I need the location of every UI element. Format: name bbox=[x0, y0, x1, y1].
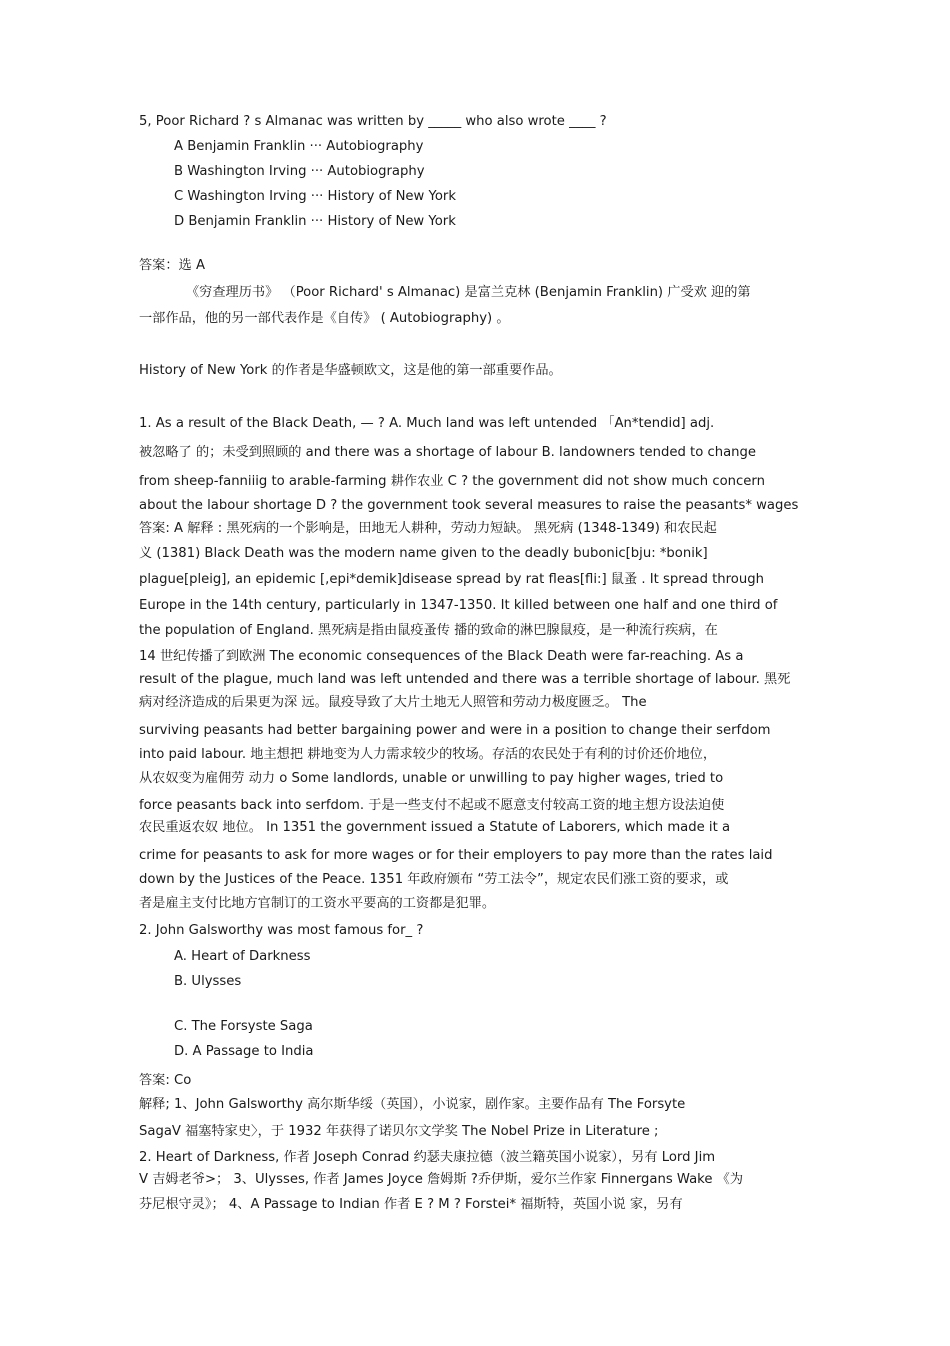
q2-explanation-line: 2. Heart of Darkness, 作者 Joseph Conrad 约瑟夫康拉德（波兰籍英国小说家），另有 Lord Jim bbox=[139, 1150, 716, 1165]
q2-question: 2. John Galsworthy was most famous for_ ? bbox=[139, 923, 424, 938]
q2-option-a: A. Heart of Darkness bbox=[174, 949, 311, 964]
q5-explanation-line: 一部作品，他的另一部代表作是《自传》 ( Autobiography) 。 bbox=[139, 311, 510, 326]
q2-option-d: D. A Passage to India bbox=[174, 1044, 314, 1059]
q1-line: down by the Justices of the Peace. 1351 年政府颁布 “劳工法令”，规定农民们涨工资的要求，或 bbox=[139, 872, 729, 887]
q1-line: 被忽略了 的；未受到照顾的 and there was a shortage of labour B. landowners tended to change bbox=[139, 445, 756, 460]
q1-line: force peasants back into serfdom. 于是一些支付不起或不愿意支付较高工资的地主想方设法迫使 bbox=[139, 798, 725, 813]
q1-line: plague[pleig], an epidemic [,epi*demik]disease spread by rat fleas[fli:] 鼠蚤 . It spread through bbox=[139, 572, 764, 587]
q1-line: 病对经济造成的后果更为深 远。鼠疫导致了大片土地无人照管和劳动力极度匮乏。 The bbox=[139, 695, 647, 710]
q5-explanation-line: History of New York 的作者是华盛顿欧文，这是他的第一部重要作品。 bbox=[139, 363, 562, 378]
q5-answer: 答案：选 A bbox=[139, 258, 205, 273]
q1-line: 从农奴变为雇佣劳 动力 o Some landlords, unable or unwilling to pay higher wages, tried to bbox=[139, 771, 724, 786]
q1-line: crime for peasants to ask for more wages or for their employers to pay more than the rates laid bbox=[139, 848, 773, 863]
q1-line: the population of England. 黑死病是指由鼠疫蚤传 播的致命的淋巴腺鼠疫，是一种流行疾病，在 bbox=[139, 623, 718, 638]
q2-explanation-line: 解释; 1、John Galsworthy 高尔斯华绥（英国），小说家，剧作家。主要作品有 The Forsyte bbox=[139, 1097, 686, 1112]
q1-line: about the labour shortage D ? the government took several measures to raise the peasants* wages bbox=[139, 498, 799, 513]
q1-line: 14 世纪传播了到欧洲 The economic consequences of the Black Death were far-reaching. As a bbox=[139, 649, 744, 664]
q1-line: 1. As a result of the Black Death, — ? A. Much land was left untended 「An*tendid] adj. bbox=[139, 416, 715, 431]
q1-line: from sheep-fanniiig to arable-farming 耕作农业 C ? the government did not show much concern bbox=[139, 474, 765, 489]
q2-explanation-line: 芬尼根守灵》； 4、A Passage to Indian 作者 E ? M ? Forstei* 福斯特，英国小说 家，另有 bbox=[139, 1197, 683, 1212]
q5-question: 5, Poor Richard ? s Almanac was written by _____ who also wrote ____ ? bbox=[139, 114, 607, 129]
q2-option-b: B. Ulysses bbox=[174, 974, 242, 989]
q5-option-b: B Washington Irving ··· Autobiography bbox=[174, 164, 425, 179]
q1-answer-line: 答案: A 解释 : 黑死病的一个影响是，田地无人耕种，劳动力短缺。 黑死病 (1348-1349) 和农民起 bbox=[139, 521, 717, 536]
q1-line: 义 (1381) Black Death was the modern name given to the deadly bubonic[bju: *bonik] bbox=[139, 546, 708, 561]
q5-option-c: C Washington Irving ··· History of New York bbox=[174, 189, 456, 204]
q1-line: Europe in the 14th century, particularly in 1347-1350. It killed between one half and one third of bbox=[139, 598, 778, 613]
q2-option-c: C. The Forsyste Saga bbox=[174, 1019, 313, 1034]
q2-explanation-line: SagaV 福塞特家史〉，于 1932 年获得了诺贝尔文学奖 The Nobel Prize in Literature ; bbox=[139, 1124, 659, 1139]
q2-explanation-line: V 吉姆老爷>； 3、Ulysses, 作者 James Joyce 詹姆斯 ?乔伊斯，爱尔兰作家 Finnergans Wake 《为 bbox=[139, 1172, 744, 1187]
q5-option-a: A Benjamin Franklin ··· Autobiography bbox=[174, 139, 424, 154]
q5-option-d: D Benjamin Franklin ··· History of New York bbox=[174, 214, 456, 229]
q5-explanation-line: 《穷查理历书》 （Poor Richard' s Almanac) 是富兰克林 (Benjamin Franklin) 广受欢 迎的第 bbox=[186, 285, 751, 300]
q1-line: 农民重返农奴 地位。 In 1351 the government issued a Statute of Laborers, which made it a bbox=[139, 820, 731, 835]
q1-line: into paid labour. 地主想把 耕地变为人力需求较少的牧场。存活的农民处于有利的讨价还价地位， bbox=[139, 747, 717, 762]
q1-line: 者是雇主支付比地方官制订的工资水平要高的工资都是犯罪。 bbox=[139, 896, 496, 911]
q2-answer: 答案: Co bbox=[139, 1073, 192, 1088]
q1-line: result of the plague, much land was left untended and there was a terrible shortage of labour. 黑死 bbox=[139, 672, 791, 687]
q1-line: surviving peasants had better bargaining power and were in a position to change their serfdom bbox=[139, 723, 771, 738]
